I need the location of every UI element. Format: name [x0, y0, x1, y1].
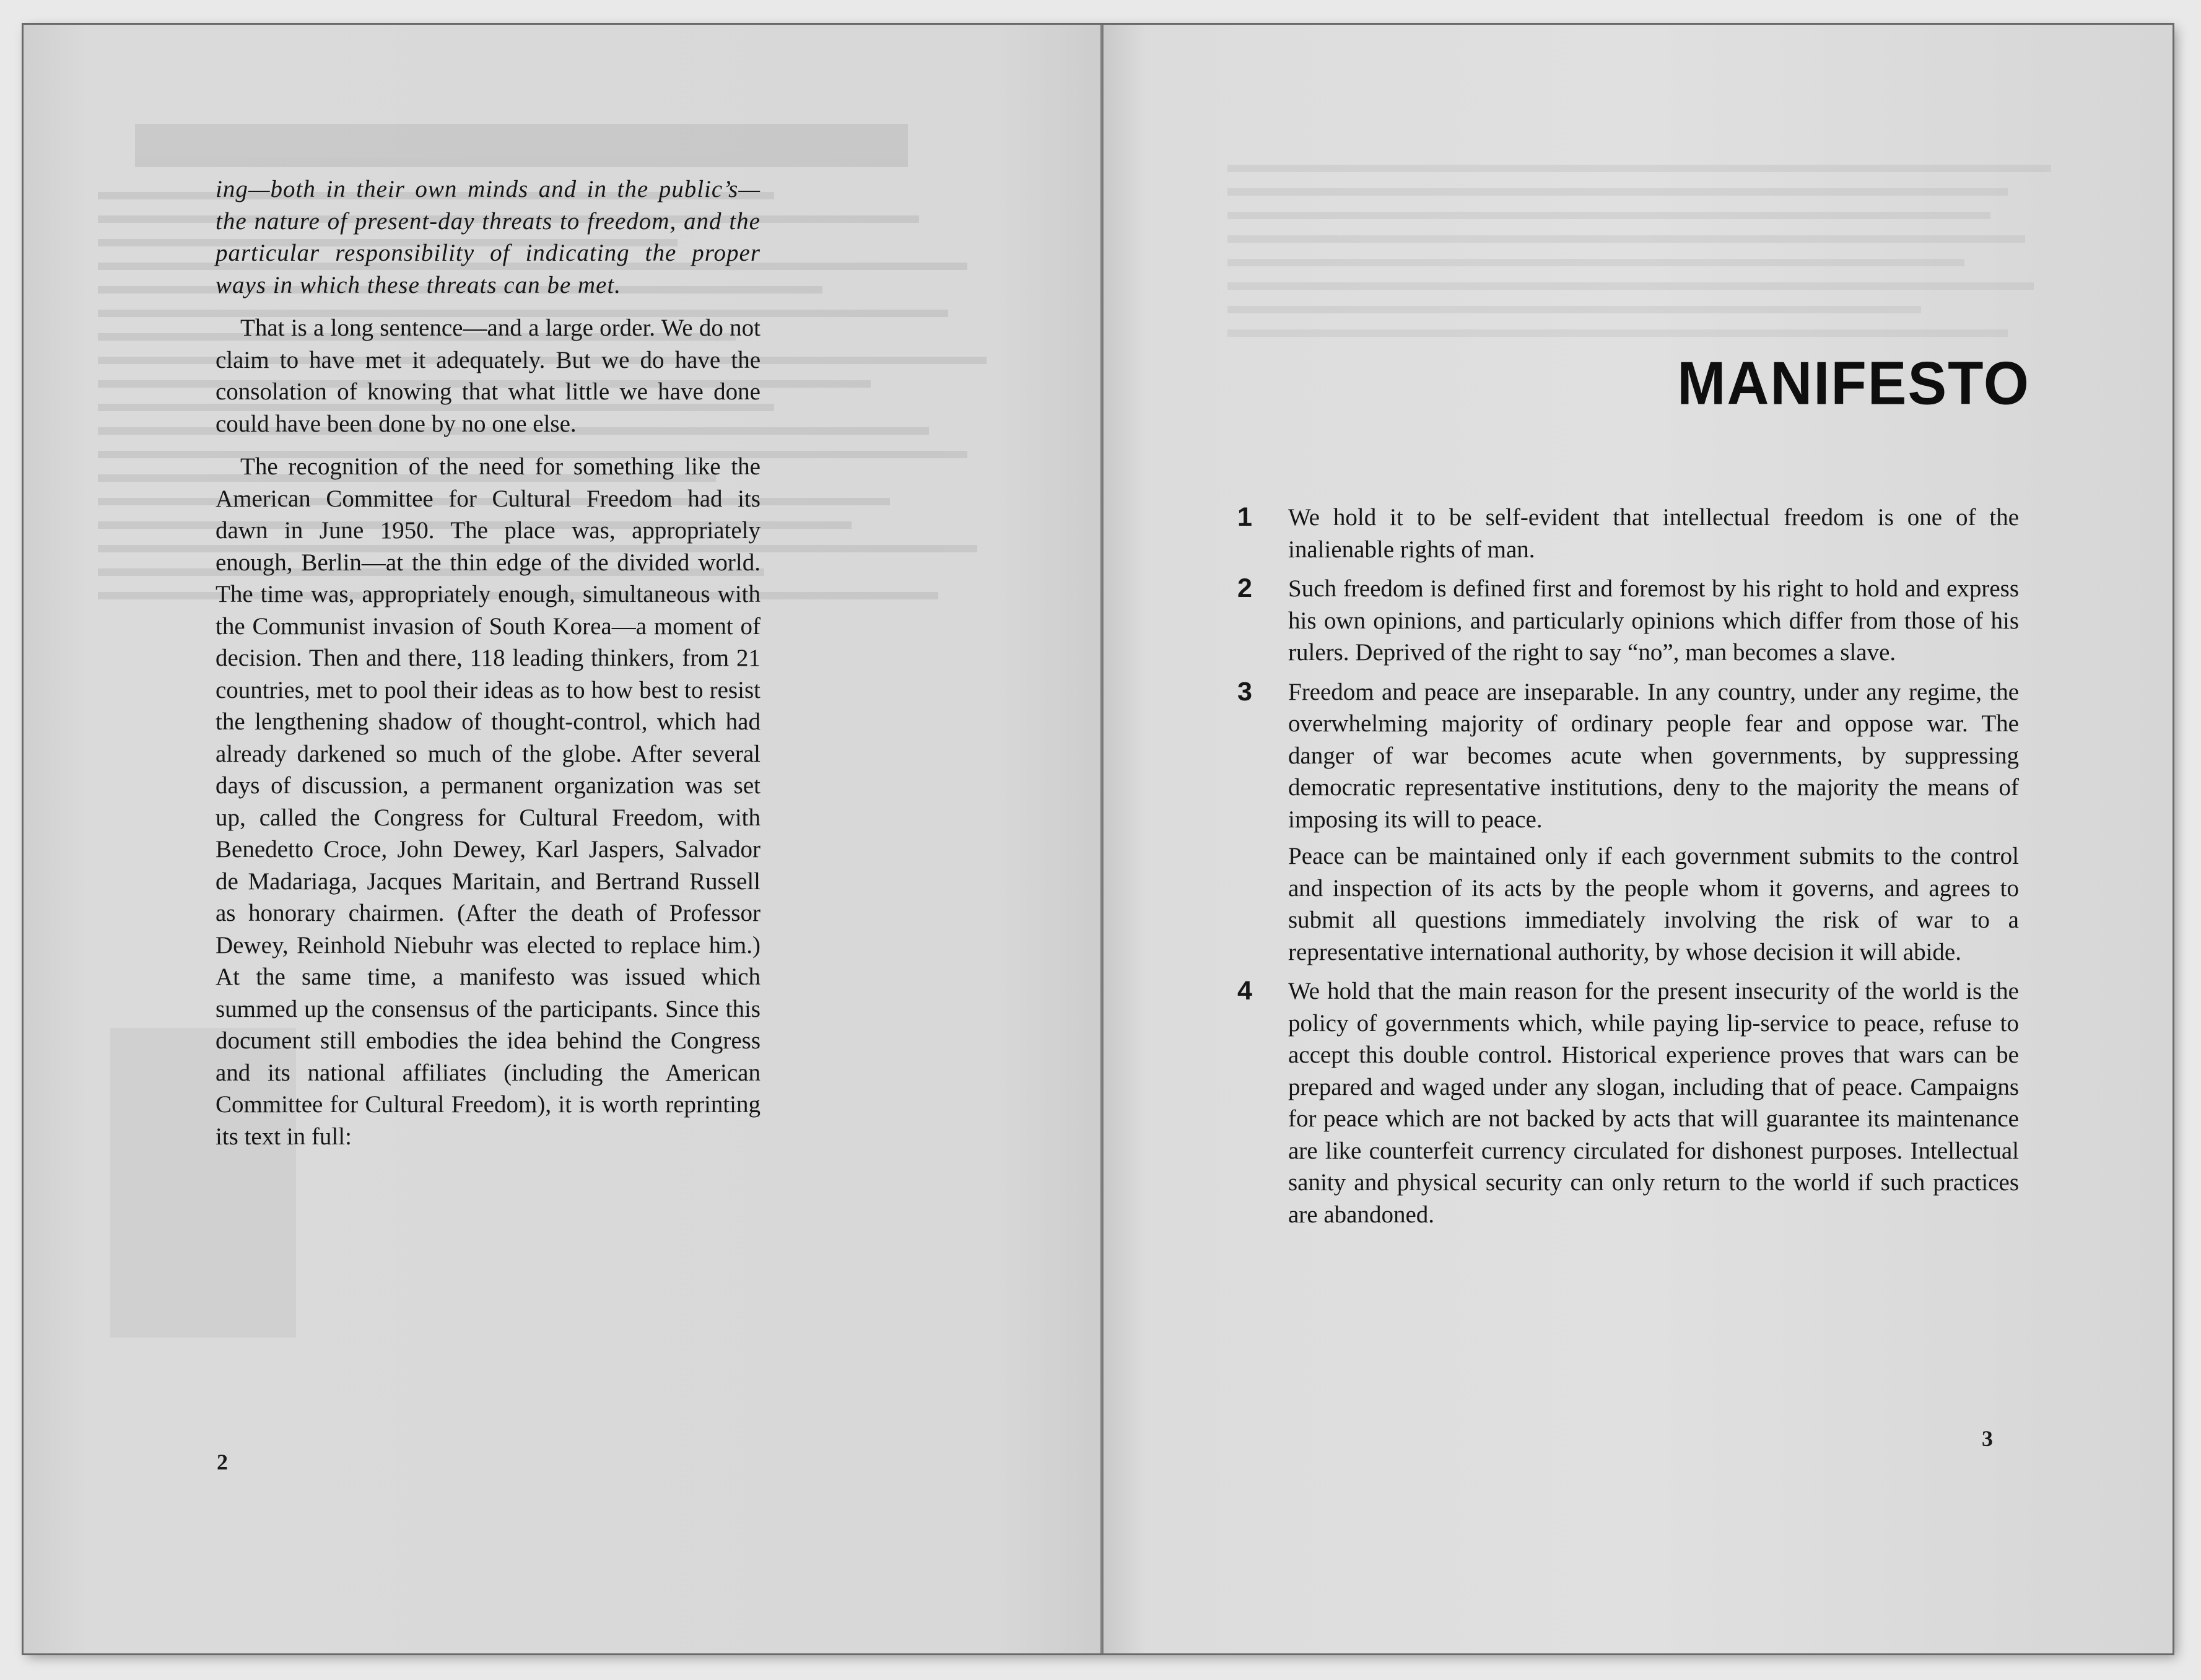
point-text: We hold it to be self-evident that intellectual freedom is one of the inalienable rights of man. [1288, 504, 2019, 563]
page-number-right: 3 [1982, 1426, 1993, 1451]
point-number: 3 [1237, 676, 1252, 707]
body-paragraph-1: That is a long sentence—and a large order. We do not claim to have met it adequately. But we do have the consolation of knowing that what little we have done could have been done by no one else. [216, 315, 761, 437]
page-number-left: 2 [217, 1450, 228, 1474]
manifesto-points [1237, 502, 2019, 1238]
manifesto-title: MANIFESTO [1677, 349, 2030, 417]
point-text: Freedom and peace are inseparable. In any country, under any regime, the overwhelming majority of ordinary people fear and oppose war. The danger of war becomes acute when governments, by suppressing democratic representative institutions, deny to the majority the means of imposing its will to peace. [1288, 678, 2019, 833]
point-number: 2 [1237, 573, 1252, 603]
intro-italic-paragraph: ing—both in their own minds and in the public’s—the nature of present-day threats to freedom, and the particular responsibility of indicating the proper ways in which these threats can be met. [216, 176, 761, 298]
point-number: 1 [1237, 502, 1252, 532]
point-text: Such freedom is defined first and foremost by his right to hold and express his own opinions, and particularly opinions which differ from those of his rulers. Deprived of the right to say “no”, man becomes a slave. [1288, 575, 2019, 666]
booklet-spread [24, 25, 2173, 1653]
body-paragraph-2: The recognition of the need for something like the American Committee for Cultural Freedom had its dawn in June 1950. The place was, appropriately enough, Berlin—at the thin edge of the divided world. The time was, appropriately enough, simultaneous with the Communist invasion of South Korea—a moment of decision. Then and there, 118 leading thinkers, from 21 countries, met to pool their ideas as to how best to resist the lengthening shadow of thought-control, which had already darkened so much of the globe. After several days of discussion, a permanent organization was set up, called the Congress for Cultural Freedom, with Benedetto Croce, John Dewey, Karl Jaspers, Salvador de Madariaga, Jacques Maritain, and Bertrand Russell as honorary chairmen. (After the death of Professor Dewey, Reinhold Niebuhr was elected to replace him.) At the same time, a manifesto was issued which summed up the consensus of the participants. Since this document still embodies the idea behind the Congress and its national affiliates (including the American Committee for Cultural Freedom), it is worth reprinting its text in full: [216, 453, 761, 1150]
point-text: We hold that the main reason for the present insecurity of the world is the policy of governments which, while paying lip-service to peace, refuse to accept this double control. Historical experience proves that wars can be prepared and waged under any slogan, including that of peace. Campaigns for peace which are not backed by acts that will guarantee its maintenance are like counterfeit currency circulated for dishonest purposes. Intellectual sanity and physical security can only return to the world if such practices are abandoned. [1288, 978, 2019, 1228]
left-text-column [216, 173, 761, 1164]
manifesto-point-2 [1237, 573, 2019, 669]
manifesto-point-4 [1237, 975, 2019, 1230]
manifesto-point-3 [1237, 676, 2019, 968]
manifesto-point-1 [1237, 502, 2019, 565]
point-number: 4 [1237, 976, 1252, 1006]
left-page [24, 25, 1101, 1653]
point-text-continued: Peace can be maintained only if each government submits to the control and inspection of its acts by the people whom it governs, and agrees to submit all questions immediately involving the risk of war to a representative international authority, by whose decision it will abide. [1288, 843, 2019, 965]
